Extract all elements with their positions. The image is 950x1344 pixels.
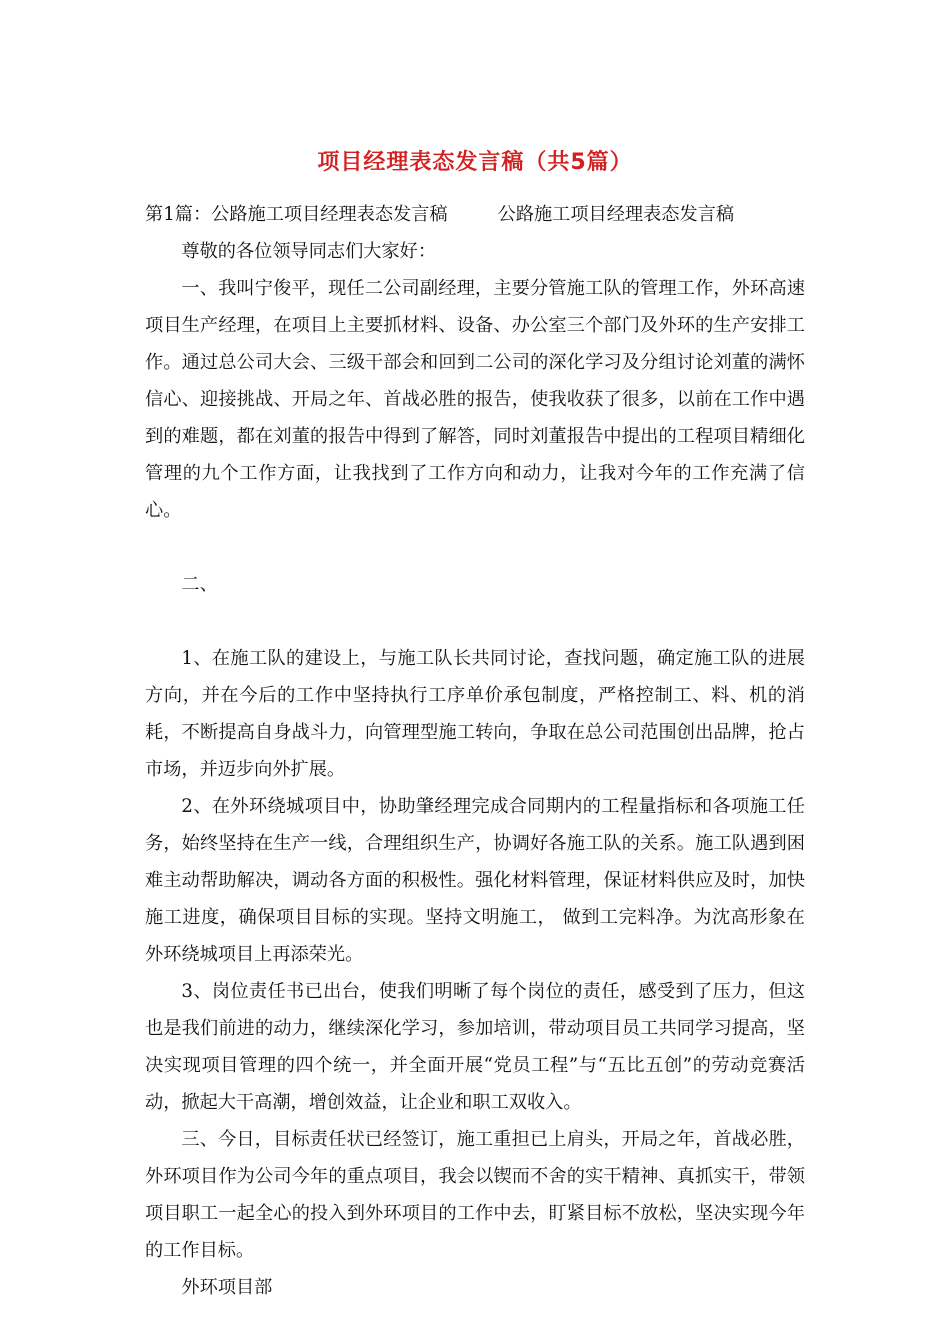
article-heading-part2: 公路施工项目经理表态发言稿 — [497, 204, 735, 225]
article-heading-part1: 第1篇：公路施工项目经理表态发言稿 — [145, 204, 448, 225]
paragraph-gap — [145, 529, 805, 566]
list-item-3: 3、岗位责任书已出台，使我们明晰了每个岗位的责任，感受到了压力，但这也是我们前进的动力，继续深化学习，参加培训，带动项目员工共同学习提高，坚决实现项目管理的四个统一，并全面开展“党员工程”与“五比五创”的劳动竞赛活动，掀起大干高潮，增创效益，让企业和职工双收入。 — [145, 981, 805, 1113]
paragraph-one: 一、我叫宁俊平，现任二公司副经理，主要分管施工队的管理工作，外环高速项目生产经理，在项目上主要抓材料、设备、办公室三个部门及外环的生产安排工作。通过总公司大会、三级干部会和回到二公司的深化学习及分组讨论刘董的满怀信心、迎接挑战、开局之年、首战必胜的报告，使我收获了很多，以前在工作中遇到的难题，都在刘董的报告中得到了解答，同时刘董报告中提出的工程项目精细化管理的九个工作方面，让我找到了工作方向和动力，让我对今年的工作充满了信心。 — [145, 278, 805, 521]
signature: 外环项目部 — [181, 1277, 273, 1298]
list-item-1: 1、在施工队的建设上，与施工队长共同讨论，查找问题，确定施工队的进展方向，并在今后的工作中坚持执行工序单价承包制度，严格控制工、料、机的消耗，不断提高自身战斗力，向管理型施工转向，争取在总公司范围创出品牌，抢占市场，并迈步向外扩展。 — [145, 648, 805, 780]
paragraph-three: 三、今日，目标责任状已经签订，施工重担已上肩头，开局之年，首战必胜，外环项目作为公司今年的重点项目，我会以锲而不舍的实干精神、真抓实干，带领项目职工一起全心的投入到外环项目的工作中去，盯紧目标不放松，坚决实现今年的工作目标。 — [145, 1129, 805, 1261]
article-heading — [145, 196, 805, 233]
document-body — [145, 196, 805, 1306]
paragraph-gap — [145, 603, 805, 640]
greeting: 尊敬的各位领导同志们大家好： — [181, 241, 437, 262]
paragraph-two-label: 二、 — [181, 574, 218, 595]
document-title: 项目经理表态发言稿（共5篇） — [317, 150, 633, 175]
list-item-2: 2、在外环绕城项目中，协助肇经理完成合同期内的工程量指标和各项施工任务，始终坚持在生产一线，合理组织生产，协调好各施工队的关系。施工队遇到困难主动帮助解决，调动各方面的积极性。强化材料管理，保证材料供应及时，加快施工进度，确保项目目标的实现。坚持文明施工， 做到工完料净。为沈高形象在外环绕城项目上再添荣光。 — [145, 796, 805, 965]
